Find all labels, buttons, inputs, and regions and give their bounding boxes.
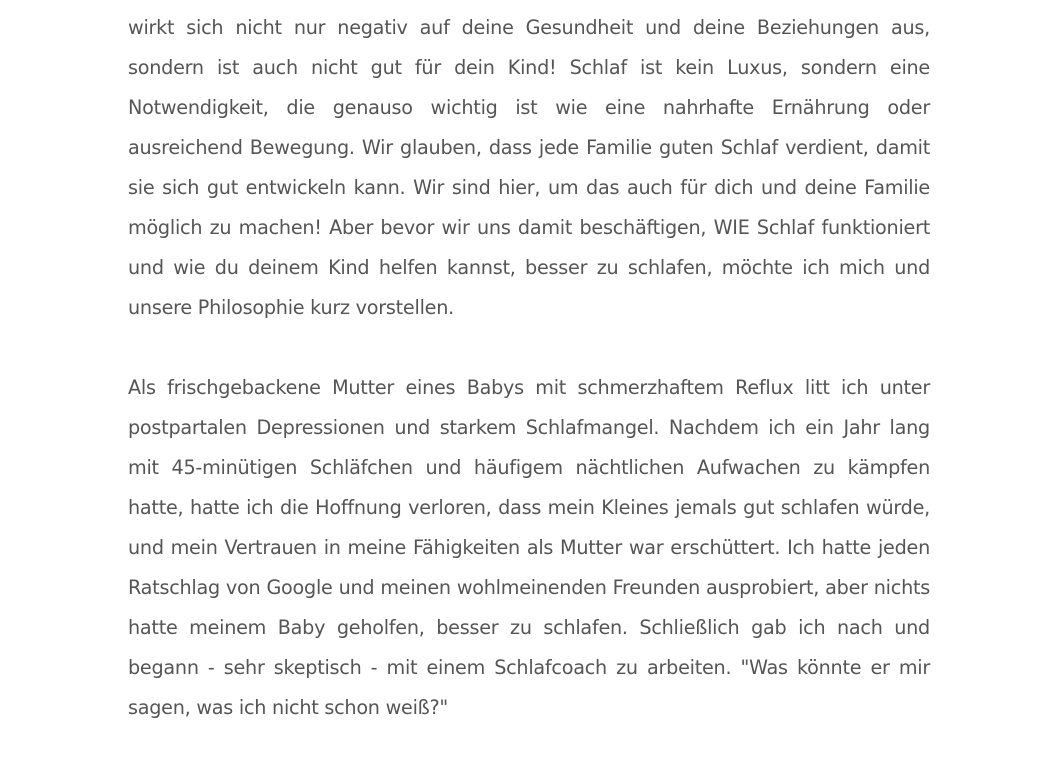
document-body xyxy=(128,0,930,768)
paragraph-personal-story: Als frischgebackene Mutter eines Babys mit schmerzhaftem Reflux litt ich unter postpartalen Depressionen und starkem Schlafmangel. Nachdem ich ein Jahr lang mit 45-minütigen Schläfchen und häufigem nächtlichen Aufwachen zu kämpfen hatte, hatte ich die Hoffnung verloren, dass mein Kleines jemals gut schlafen würde, und mein Vertrauen in meine Fähigkeiten als Mutter war erschüttert. Ich hatte jeden Ratschlag von Google und meinen wohlmeinenden Freunden ausprobiert, aber nichts hatte meinem Baby geholfen, besser zu schlafen. Schließlich gab ich nach und begann - sehr skeptisch - mit einem Schlafcoach zu arbeiten. "Was könnte er mir sagen, was ich nicht schon weiß?" xyxy=(128,376,930,719)
paragraph-sleep-deprivation: wirkt sich nicht nur negativ auf deine Gesundheit und deine Beziehungen aus, sondern ist auch nicht gut für dein Kind! Schlaf ist kein Luxus, sondern eine Notwendigkeit, die genauso wichtig ist wie eine nahrhafte Ernährung oder ausreichend Bewegung. Wir glauben, dass jede Familie guten Schlaf verdient, damit sie sich gut entwickeln kann. Wir sind hier, um das auch für dich und deine Familie möglich zu machen! Aber bevor wir uns damit beschäftigen, WIE Schlaf funktioniert und wie du deinem Kind helfen kannst, besser zu schlafen, möchte ich mich und unsere Philosophie kurz vorstellen. xyxy=(128,16,930,319)
document-page xyxy=(128,0,930,719)
